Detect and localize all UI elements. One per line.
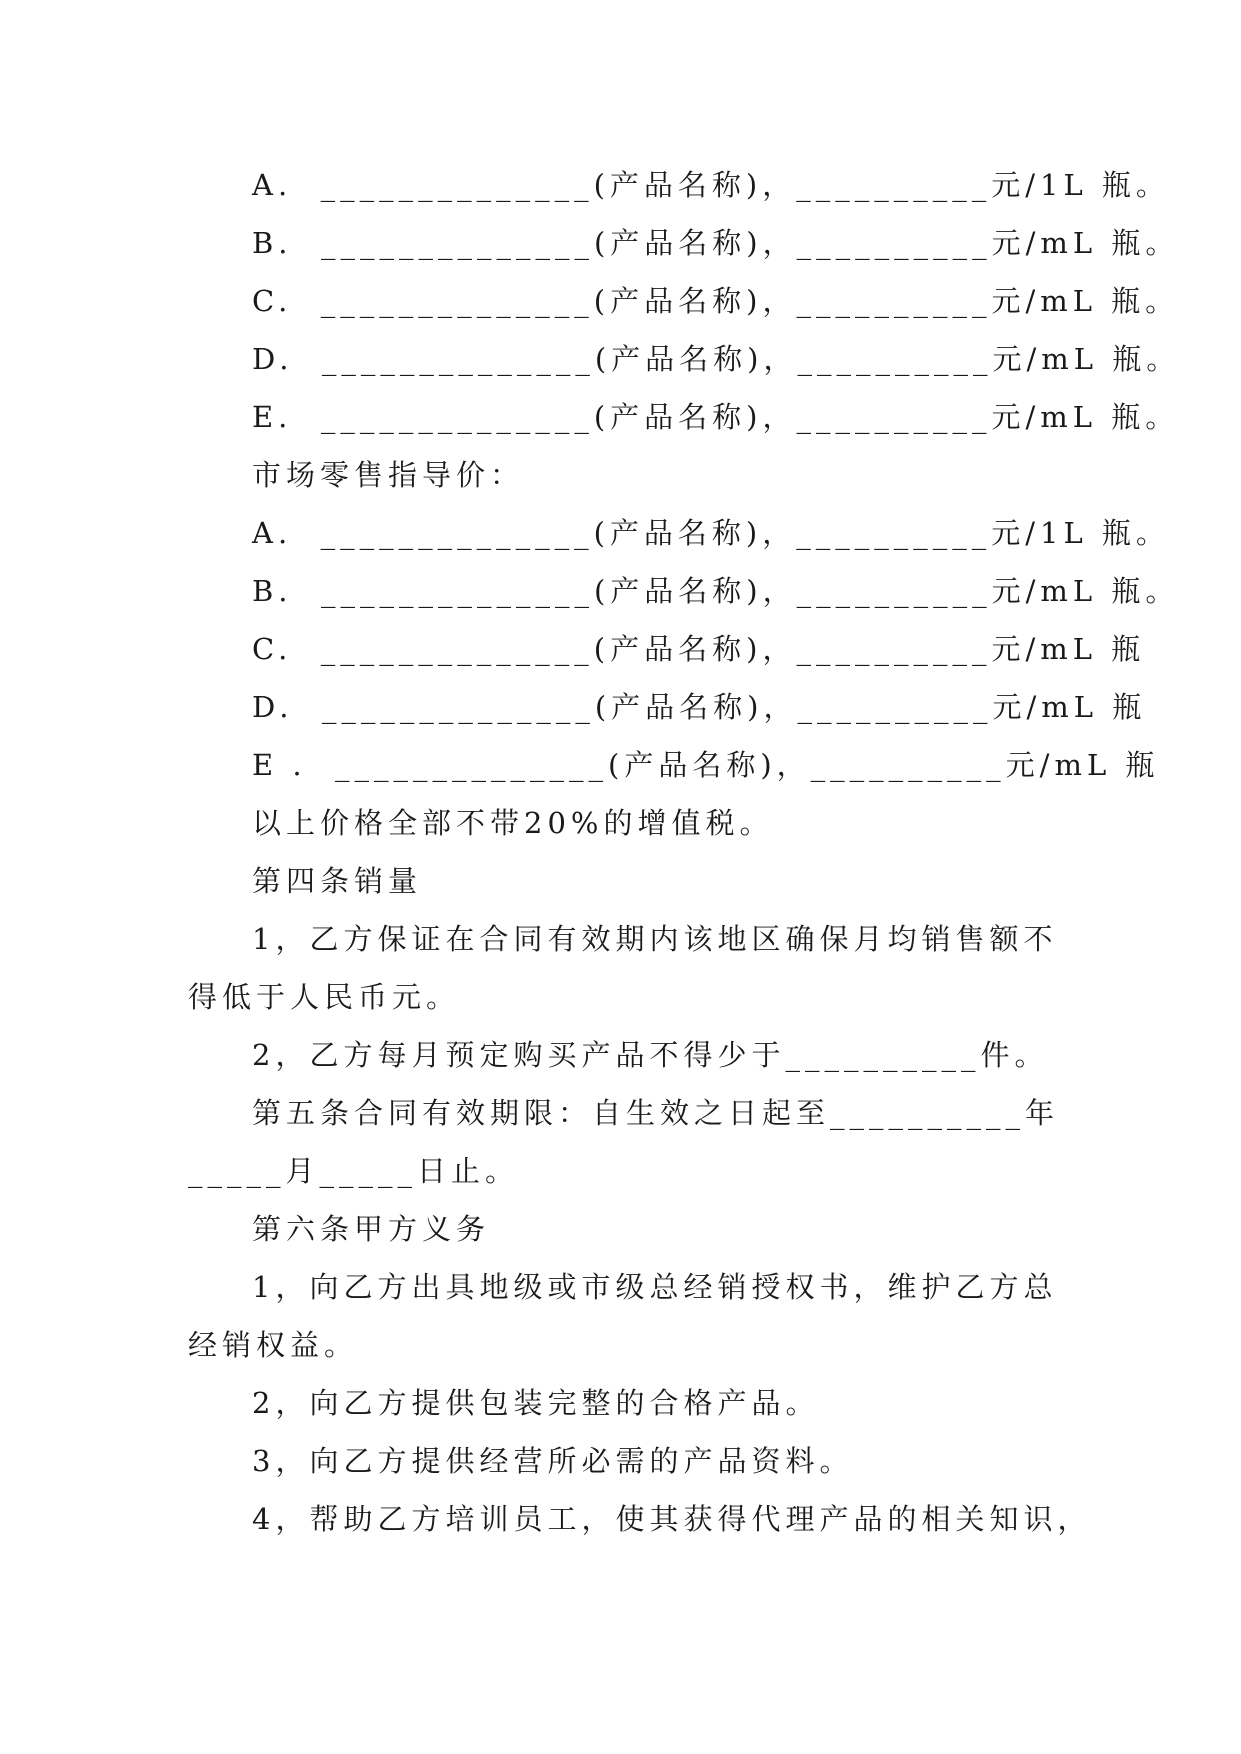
wholesale-price-line-c: C. ______________(产品名称)，__________元/mL 瓶。 — [252, 284, 1180, 318]
tax-note: 以上价格全部不带20%的增值税。 — [252, 806, 774, 840]
wholesale-price-line-e: E. ______________(产品名称)，__________元/mL 瓶。 — [252, 400, 1180, 434]
wholesale-price-line-a: A. ______________(产品名称)，__________元/1L 瓶。 — [252, 168, 1170, 202]
article6-clause4: 4，帮助乙方培训员工，使其获得代理产品的相关知识， — [252, 1502, 1092, 1536]
article6-clause3: 3，向乙方提供经营所必需的产品资料。 — [252, 1444, 854, 1478]
retail-price-line-b: B. ______________(产品名称)，__________元/mL 瓶。 — [252, 574, 1180, 608]
retail-price-line-a: A. ______________(产品名称)，__________元/1L 瓶。 — [252, 516, 1170, 550]
article6-clause1-line1: 1，向乙方出具地级或市级总经销授权书，维护乙方总 — [252, 1270, 1058, 1304]
retail-price-line-d: D. ______________(产品名称)，__________元/mL 瓶 — [252, 690, 1147, 724]
retail-price-line-e: E . ______________(产品名称)，__________元/mL 瓶 — [252, 748, 1160, 782]
wholesale-price-line-b: B. ______________(产品名称)，__________元/mL 瓶。 — [252, 226, 1180, 260]
retail-price-line-c: C. ______________(产品名称)，__________元/mL 瓶 — [252, 632, 1146, 666]
article6-clause2: 2，向乙方提供包装完整的合格产品。 — [252, 1386, 820, 1420]
article6-title: 第六条甲方义务 — [252, 1212, 491, 1246]
article5-line2: _____月_____日止。 — [188, 1154, 520, 1188]
wholesale-price-line-d: D. ______________(产品名称)，__________元/mL 瓶。 — [252, 342, 1181, 376]
retail-price-heading: 市场零售指导价： — [252, 458, 525, 492]
article4-clause1-line2: 得低于人民币元。 — [188, 980, 461, 1014]
article4-title: 第四条销量 — [252, 864, 423, 898]
article4-clause2: 2，乙方每月预定购买产品不得少于__________件。 — [252, 1038, 1049, 1072]
article4-clause1-line1: 1，乙方保证在合同有效期内该地区确保月均销售额不 — [252, 922, 1058, 956]
article6-clause1-line2: 经销权益。 — [188, 1328, 359, 1362]
article5-line1: 第五条合同有效期限：自生效之日起至__________年 — [252, 1096, 1060, 1130]
